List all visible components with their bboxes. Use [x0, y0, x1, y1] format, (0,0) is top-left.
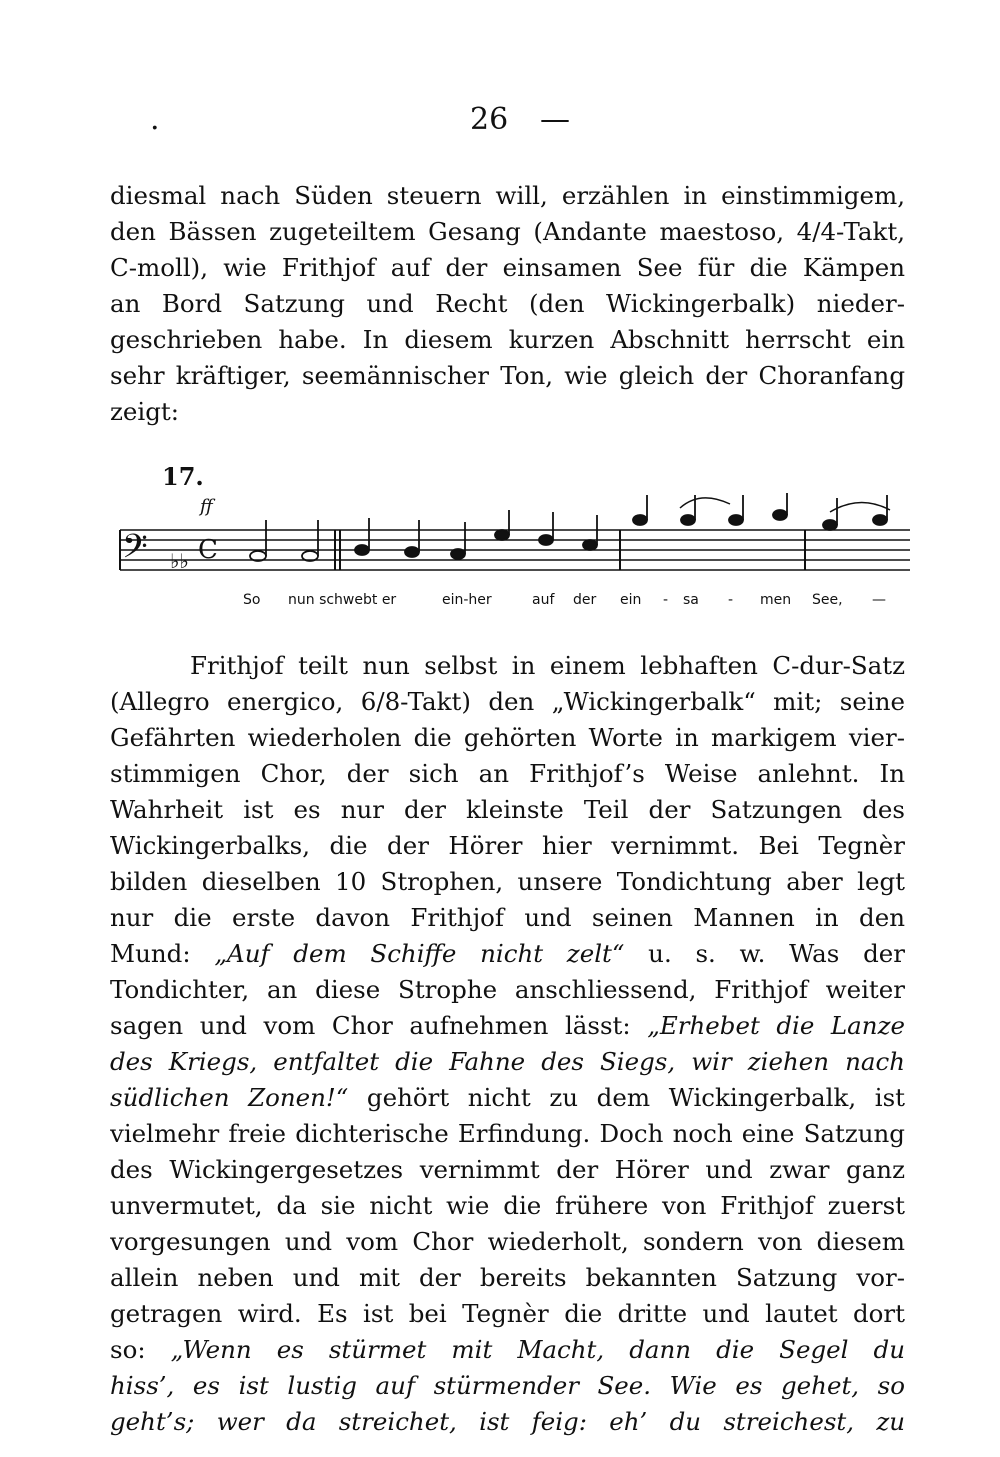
text-line [110, 1008, 905, 1044]
page-header [0, 100, 1000, 140]
text-span: so: [110, 1335, 171, 1364]
text-span: sagen und vom Chor aufnehmen lässt: [110, 1011, 648, 1040]
text-line: an Bord Satzung und Recht (den Wickingerbalk) nieder- [110, 289, 905, 318]
flat-sign-icon: ♭♭ [170, 549, 189, 573]
text-line: vielmehr freie dichterische Erfindung. Doch noch eine Satzung [110, 1119, 905, 1148]
lyric-syllable: der [573, 592, 597, 608]
text-line: diesmal nach Süden steuern will, erzählen in einstimmigem, [110, 181, 905, 210]
text-line: C-moll), wie Frithjof auf der einsamen See für die Kämpen [110, 253, 905, 282]
text-line [110, 1332, 905, 1368]
text-line: Wickingerbalks, die der Hörer hier vernimmt. Bei Tegnèr [110, 831, 905, 860]
lyric-syllable: See, [812, 592, 843, 608]
music-lyrics [0, 592, 1000, 616]
text-span: gehört nicht zu dem Wickingerbalk, ist [348, 1083, 905, 1112]
quote-span: „Auf dem Schiffe nicht zelt“ [214, 939, 625, 968]
header-dot: . [150, 102, 160, 137]
lyric-syllable: ein [620, 592, 642, 608]
quote-span: „Wenn es stürmet mit Macht, dann die Segel du [170, 1335, 905, 1364]
text-line: stimmigen Chor, der sich an Frithjof’s Weise anlehnt. In [110, 759, 905, 788]
lyric-syllable: - [663, 592, 669, 608]
page-number: 26 [470, 102, 509, 137]
text-span: u. s. w. Was der [624, 939, 905, 968]
paragraph-2 [110, 648, 905, 1440]
lyric-syllable: auf [532, 592, 555, 608]
text-line: Wahrheit ist es nur der kleinste Teil der Satzungen des [110, 795, 905, 824]
text-line [110, 1080, 905, 1116]
text-line: den Bässen zugeteiltem Gesang (Andante maestoso, 4/4-Takt, [110, 217, 905, 246]
text-line: Gefährten wiederholen die gehörten Worte in markigem vier- [110, 723, 905, 752]
lyric-syllable: - [728, 592, 734, 608]
slurs [680, 498, 890, 512]
staff-lines [120, 530, 910, 570]
music-example-number: 17. [162, 462, 204, 491]
paragraph-1 [110, 178, 905, 430]
text-line: des Kriegs, entfaltet die Fahne des Siegs, wir ziehen nach [110, 1047, 905, 1076]
text-line: getragen wird. Es ist bei Tegnèr die dritte und lautet dort [110, 1299, 905, 1328]
quote-span: „Erhebet die Lanze [647, 1011, 905, 1040]
header-dash: — [540, 102, 570, 137]
lyric-syllable: ein-her [442, 592, 492, 608]
text-line: sehr kräftiger, seemännischer Ton, wie gleich der Choranfang [110, 361, 905, 390]
text-line: des Wickingergesetzes vernimmt der Hörer und zwar ganz [110, 1155, 905, 1184]
text-line: geschrieben habe. In diesem kurzen Abschnitt herrscht ein [110, 325, 905, 354]
lyric-syllable: sa [683, 592, 699, 608]
bass-clef-icon: 𝄢 [122, 528, 148, 574]
text-line: bilden dieselben 10 Strophen, unsere Tondichtung aber legt [110, 867, 905, 896]
text-line: hiss’, es ist lustig auf stürmender See. Wie es gehet, so [110, 1371, 905, 1400]
text-line: zeigt: [110, 397, 180, 426]
lyric-syllable: So [243, 592, 261, 608]
text-line: geht’s; wer da streichet, ist feig: eh’ du streichest, zu [110, 1407, 905, 1436]
text-line: vorgesungen und vom Chor wiederholt, sondern von diesem [110, 1227, 905, 1256]
text-line: nur die erste davon Frithjof und seinen Mannen in den [110, 903, 905, 932]
time-signature: C [198, 535, 218, 565]
text-span: Mund: [110, 939, 215, 968]
lyric-syllable: nun schwebt er [288, 592, 397, 608]
text-line: Frithjof teilt nun selbst in einem lebhaften C-dur-Satz [190, 651, 905, 680]
text-line [110, 936, 905, 972]
text-line: Tondichter, an diese Strophe anschliessend, Frithjof weiter [110, 975, 905, 1004]
text-line: allein neben und mit der bereits bekannten Satzung vor- [110, 1263, 905, 1292]
lyric-syllable: men [760, 592, 792, 608]
dynamic-marking: ff [200, 496, 213, 517]
text-line: (Allegro energico, 6/8-Takt) den „Wickingerbalk“ mit; seine [110, 687, 905, 716]
quote-span: südlichen Zonen!“ [110, 1083, 349, 1112]
lyric-syllable: — [872, 592, 886, 608]
text-line: unvermutet, da sie nicht wie die frühere von Frithjof zuerst [110, 1191, 905, 1220]
